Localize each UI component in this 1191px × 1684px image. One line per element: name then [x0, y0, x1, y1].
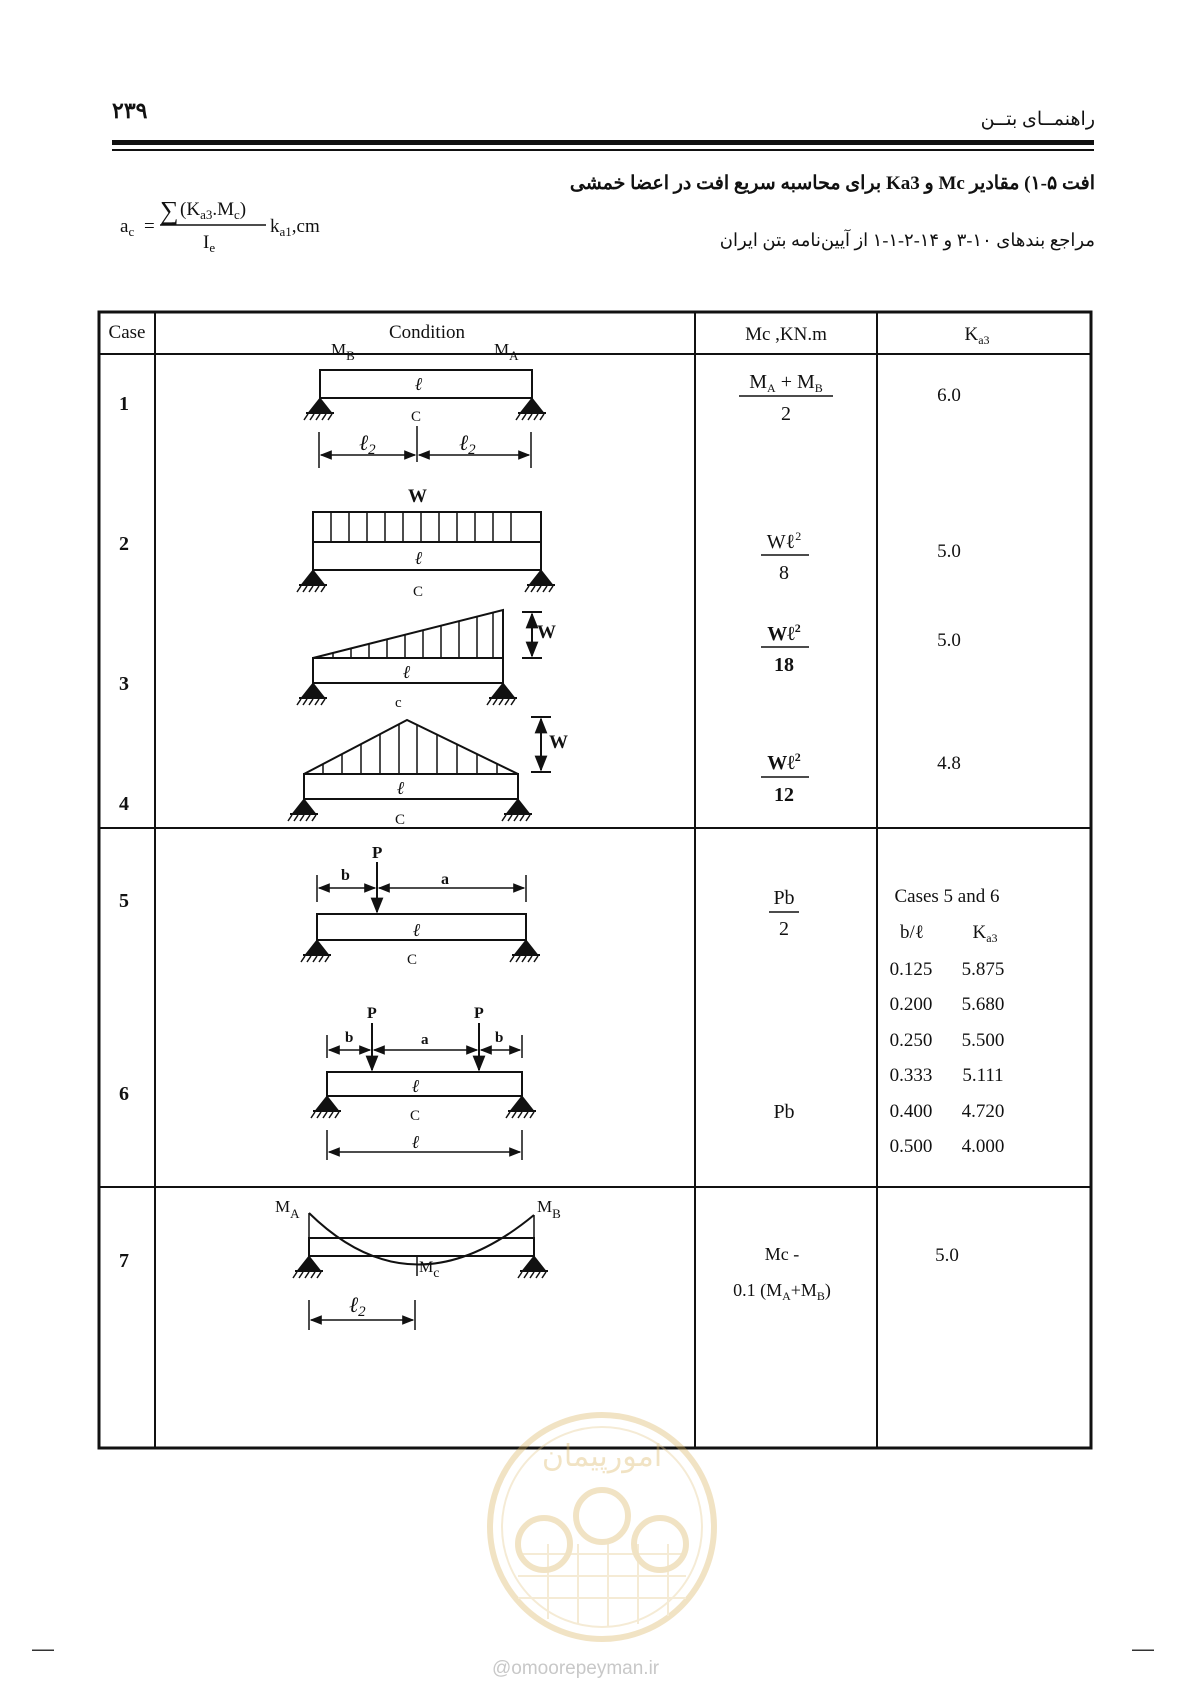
subtable-bl: 0.500 [889, 1136, 933, 1157]
svg-text:b: b [495, 1030, 504, 1046]
svg-text:W: W [537, 622, 556, 643]
svg-text:8: 8 [779, 562, 789, 584]
mc-case-5 [769, 887, 799, 940]
subtable-col-ka3: $K_{a3}$ [972, 922, 998, 945]
svg-text:P: P [367, 1005, 377, 1022]
svg-text:Wℓ2: Wℓ$^2$ [767, 750, 801, 774]
subtable-ka3: 5.111 [962, 1065, 1004, 1086]
svg-text:12: 12 [774, 784, 794, 806]
subtable-bl: 0.200 [889, 994, 933, 1015]
deflection-formula [120, 202, 380, 272]
svg-text:b: b [345, 1030, 354, 1046]
case-number: 4 [119, 793, 129, 815]
ka3-value: 5.0 [937, 541, 961, 562]
header-mc: Mc ,KN.m [745, 324, 827, 345]
subtable-title: Cases 5 and 6 [894, 886, 1000, 907]
svg-text:Mc -: Mc - [764, 1244, 800, 1264]
svg-text:C: C [407, 952, 418, 968]
svg-text:ℓ: ℓ [412, 1076, 420, 1096]
svg-text:18: 18 [774, 654, 794, 676]
mc-case-6: Pb [773, 1101, 795, 1123]
diagram-case-7-moment-diagram [275, 1197, 561, 1330]
mc-case-7 [733, 1244, 831, 1303]
svg-text:C: C [411, 409, 422, 425]
subtable-bl: 0.125 [889, 959, 933, 980]
svg-text:2: 2 [781, 403, 791, 425]
ka3-value: 6.0 [937, 385, 961, 406]
svg-text:MA: $M_A$ [275, 1197, 300, 1221]
diagram-case-1-end-moments [304, 340, 546, 468]
svg-text:ℓ: ℓ [397, 778, 405, 798]
svg-text:MB: $M_B$ [537, 1197, 561, 1221]
subtable-bl: 0.333 [889, 1065, 933, 1086]
code-references: مراجع بندهای ۱۰-۳ و ۱۴-۲-۱-۱ از آیین‌نامه بتن ایران [719, 230, 1095, 250]
formula-denominator: $I_e$ [203, 232, 216, 255]
svg-text:2: 2 [779, 918, 789, 940]
svg-text:C: C [395, 812, 406, 828]
mc-case-1 [739, 371, 833, 425]
svg-text:MB: $M_B$ [331, 340, 355, 363]
margin-mark-right: — [1132, 1636, 1154, 1661]
formula-lhs: $a_c$ [120, 216, 135, 239]
svg-text:MA + MB: $M_A + M_B$ [749, 371, 823, 395]
svg-text:P: P [372, 843, 383, 862]
svg-text:a: a [441, 871, 449, 888]
svg-text:0.1 (MA+MB): 0.1 $(M_A+M_B)$ [733, 1280, 831, 1303]
watermark-url: @omoorepeyman.ir [492, 1658, 660, 1679]
mc-case-2 [761, 529, 809, 584]
case-number: 6 [119, 1083, 129, 1105]
svg-text:b: b [341, 867, 350, 884]
diagram-case-6-two-point-loads [311, 1005, 536, 1160]
svg-text:Pb: Pb [773, 887, 795, 909]
formula-factor: $k_{a1},cm$ [270, 216, 320, 239]
formula-sigma: ∑ [160, 202, 179, 225]
subtable-ka3: 5.875 [961, 959, 1005, 980]
book-title: راهنمــای بتــن [980, 109, 1095, 130]
case-number: 5 [119, 890, 129, 912]
subtable-col-bl: b/ℓ [900, 922, 924, 943]
diagram-case-4-peak-load [288, 717, 568, 828]
svg-text:C: C [413, 584, 424, 600]
subtable-ka3: 5.500 [961, 1030, 1005, 1051]
ka3-value: 5.0 [935, 1245, 959, 1266]
svg-text:Mc: Mc [419, 1259, 440, 1281]
svg-text:W: W [549, 732, 568, 753]
header-case: Case [108, 322, 146, 343]
page-number: ۲۳۹ [112, 98, 148, 123]
svg-text:ℓ2: ℓ2 [349, 1292, 366, 1320]
subtable-ka3: 4.000 [961, 1136, 1005, 1157]
case-number: 3 [119, 673, 129, 695]
margin-mark-left: — [32, 1636, 54, 1661]
cases-5-6-subtable [890, 886, 1005, 1157]
deflection-table [97, 310, 1093, 1450]
header-ka3: $K_{a3}$ [964, 324, 990, 347]
formula-numerator: $(K_{a3}.M_c)$ [180, 202, 247, 222]
diagram-case-5-point-load [301, 843, 540, 968]
table-grid [99, 312, 1091, 1448]
svg-text:C: C [410, 1108, 421, 1124]
svg-text:ℓ: ℓ [403, 662, 411, 682]
diagram-case-2-uniform-load [297, 486, 555, 600]
case-number: 7 [119, 1250, 129, 1272]
svg-text:ℓ: ℓ [415, 374, 423, 394]
svg-text:MA: $M_A$ [494, 340, 519, 363]
svg-text:P: P [474, 1005, 484, 1022]
svg-text:Wℓ2: Wℓ$^2$ [766, 529, 802, 553]
diagram-case-3-triangular-load [297, 610, 556, 711]
header-condition: Condition [388, 322, 466, 343]
svg-text:c: c [395, 695, 402, 711]
mc-case-3 [761, 621, 809, 676]
subtable-bl: 0.400 [889, 1101, 933, 1122]
watermark-logo [478, 1404, 726, 1650]
watermark-text: امورپیمان [541, 1439, 663, 1474]
subtable-bl: 0.250 [889, 1030, 933, 1051]
subtable-ka3: 4.720 [961, 1101, 1005, 1122]
svg-text:ℓ: ℓ [413, 920, 421, 940]
case-number: 2 [119, 533, 129, 555]
ka3-value: 4.8 [937, 753, 961, 774]
svg-text:W: W [408, 486, 427, 507]
svg-text:ℓ: ℓ [415, 548, 423, 568]
svg-text:Wℓ2: Wℓ$^2$ [767, 621, 801, 645]
header-rule-thin [112, 149, 1094, 151]
svg-text:a: a [421, 1032, 429, 1048]
formula-equals: = [144, 216, 155, 237]
ka3-value: 5.0 [937, 630, 961, 651]
case-number: 1 [119, 393, 129, 415]
mc-case-4 [761, 750, 809, 806]
svg-text:ℓ: ℓ [412, 1132, 420, 1152]
header-rule-thick [112, 140, 1094, 145]
svg-text:ℓ2: ℓ2 [359, 430, 376, 458]
table-caption: افت ۵-۱) مقادیر Mc و Ka3 برای محاسبه سریع افت در اعضا خمشی [569, 173, 1095, 194]
subtable-ka3: 5.680 [961, 994, 1005, 1015]
svg-text:ℓ2: ℓ2 [459, 430, 476, 458]
